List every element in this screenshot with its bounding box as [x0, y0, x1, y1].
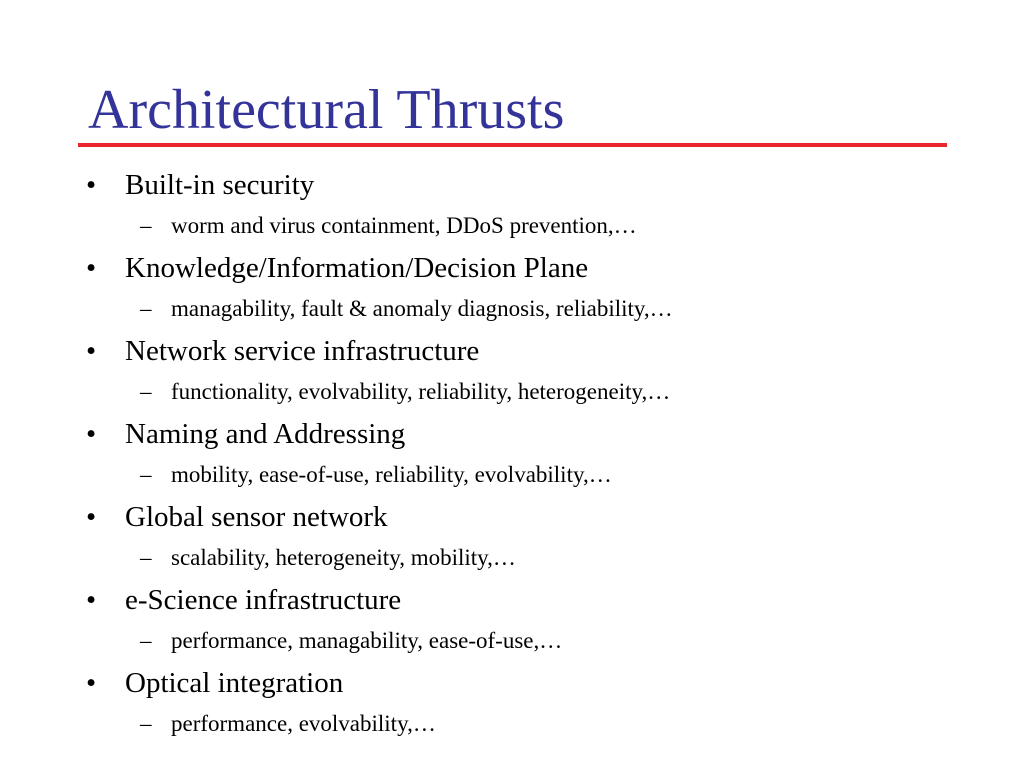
title-underline [78, 143, 947, 147]
sub-bullet-text: scalability, heterogeneity, mobility,… [171, 545, 516, 570]
list-item [0, 330, 1024, 413]
dash-icon: – [140, 379, 152, 404]
bullet-icon: • [86, 584, 97, 616]
bullet-icon: • [86, 335, 97, 367]
bullet-text: e-Science infrastructure [125, 584, 402, 616]
bullet-icon: • [86, 667, 97, 699]
list-item [0, 496, 1024, 579]
bullet-text: Global sensor network [125, 501, 388, 533]
bullet-icon: • [86, 169, 97, 201]
sub-bullet-text: functionality, evolvability, reliability, heterogeneity,… [171, 379, 671, 404]
bullet-text: Optical integration [125, 667, 344, 699]
sub-bullet-line [0, 289, 1024, 330]
bullet-line [0, 496, 1024, 538]
bullet-list [0, 164, 1024, 745]
bullet-icon: • [86, 418, 97, 450]
slide-title: Architectural Thrusts [88, 79, 565, 141]
dash-icon: – [140, 462, 152, 487]
list-item [0, 413, 1024, 496]
sub-bullet-line [0, 455, 1024, 496]
list-item [0, 164, 1024, 247]
dash-icon: – [140, 296, 152, 321]
bullet-text: Knowledge/Information/Decision Plane [125, 252, 589, 284]
dash-icon: – [140, 545, 152, 570]
list-item [0, 579, 1024, 662]
bullet-line [0, 413, 1024, 455]
bullet-line [0, 164, 1024, 206]
bullet-line [0, 579, 1024, 621]
sub-bullet-text: worm and virus containment, DDoS prevention,… [171, 213, 637, 238]
dash-icon: – [140, 628, 152, 653]
sub-bullet-text: performance, evolvability,… [171, 711, 436, 736]
bullet-icon: • [86, 501, 97, 533]
bullet-line [0, 330, 1024, 372]
sub-bullet-line [0, 372, 1024, 413]
bullet-line [0, 662, 1024, 704]
sub-bullet-text: performance, managability, ease-of-use,… [171, 628, 563, 653]
dash-icon: – [140, 213, 152, 238]
sub-bullet-text: managability, fault & anomaly diagnosis, reliability,… [171, 296, 673, 321]
sub-bullet-line [0, 538, 1024, 579]
bullet-icon: • [86, 252, 97, 284]
sub-bullet-text: mobility, ease-of-use, reliability, evolvability,… [171, 462, 612, 487]
bullet-text: Built-in security [125, 169, 315, 201]
list-item [0, 247, 1024, 330]
bullet-text: Network service infrastructure [125, 335, 480, 367]
list-item [0, 662, 1024, 745]
sub-bullet-line [0, 621, 1024, 662]
dash-icon: – [140, 711, 152, 736]
sub-bullet-line [0, 704, 1024, 745]
bullet-line [0, 247, 1024, 289]
bullet-text: Naming and Addressing [125, 418, 406, 450]
sub-bullet-line [0, 206, 1024, 247]
